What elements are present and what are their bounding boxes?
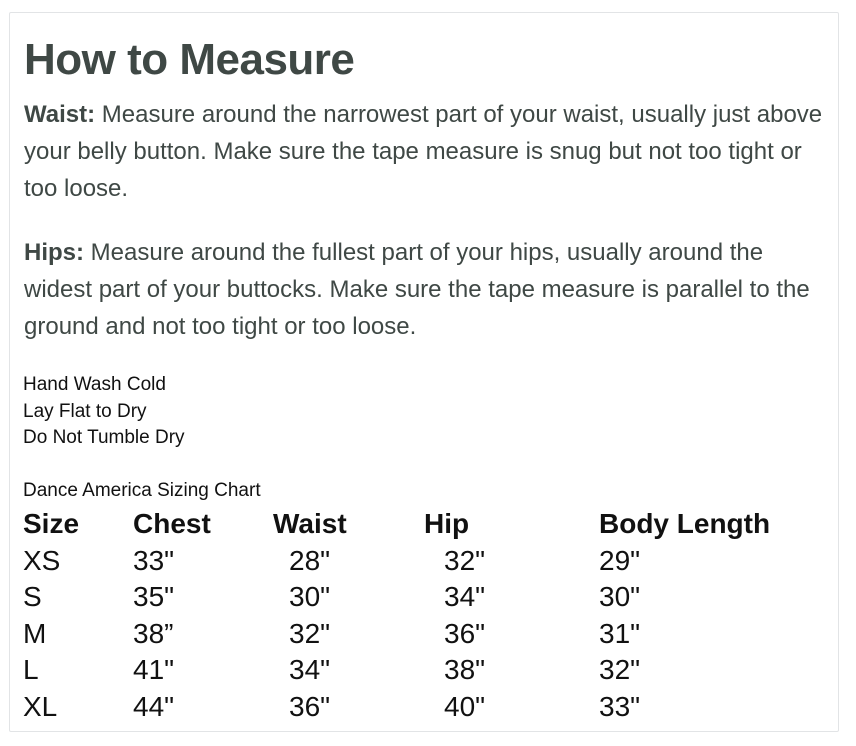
- size-cell: L: [23, 654, 39, 686]
- table-row: [23, 616, 823, 653]
- chest-cell: 41": [133, 654, 175, 686]
- body-length-cell: 29": [599, 544, 641, 576]
- hips-text: Measure around the fullest part of your hips, usually around the widest part of your buttocks. Make sure the tape measure is parallel to the ground and not too tight or too loose.: [24, 239, 810, 340]
- chest-cell: 38”: [133, 617, 174, 649]
- hip-cell: 38": [444, 654, 486, 686]
- hips-instructions: [24, 234, 824, 345]
- header-hip: Hip: [424, 508, 470, 539]
- waist-label: Waist:: [24, 101, 96, 128]
- table-row: [23, 543, 823, 580]
- header-body-length: Body Length: [599, 508, 771, 539]
- waist-cell: 28": [289, 544, 331, 576]
- hip-cell: 32": [444, 544, 486, 576]
- chest-cell: 44": [133, 690, 175, 722]
- waist-instructions: [24, 96, 824, 207]
- body-length-cell: 32": [599, 654, 641, 686]
- table-row: [23, 579, 823, 616]
- hip-cell: 40": [444, 690, 486, 722]
- header-size: Size: [23, 508, 80, 539]
- size-cell: XL: [23, 690, 58, 722]
- waist-cell: 30": [289, 581, 331, 613]
- body-length-cell: 33": [599, 690, 641, 722]
- page-title: How to Measure: [24, 35, 355, 84]
- size-cell: S: [23, 581, 42, 613]
- header-chest: Chest: [133, 508, 211, 539]
- chest-cell: 33": [133, 544, 175, 576]
- care-item: Hand Wash Cold: [23, 374, 166, 395]
- table-header-row: [23, 506, 823, 543]
- care-item: Lay Flat to Dry: [23, 400, 147, 422]
- table-row: [23, 689, 823, 726]
- cut-off-header-fragment: [0, 0, 856, 4]
- size-cell: M: [23, 617, 47, 649]
- waist-text: Measure around the narrowest part of your waist, usually just above your belly button. Make sure the tape measure is snug but not too tight or too loose.: [24, 101, 823, 202]
- care-item: Do Not Tumble Dry: [23, 427, 185, 448]
- hips-label: Hips:: [24, 239, 84, 266]
- size-cell: XS: [23, 544, 61, 576]
- hip-cell: 36": [444, 617, 486, 649]
- hip-cell: 34": [444, 581, 486, 613]
- waist-cell: 36": [289, 690, 331, 722]
- body-length-cell: 31": [599, 617, 641, 649]
- chest-cell: 35": [133, 581, 175, 613]
- care-instructions: [23, 372, 185, 452]
- table-row: [23, 652, 823, 689]
- body-length-cell: 30": [599, 581, 641, 613]
- header-waist: Waist: [273, 508, 347, 539]
- sizing-chart-title: Dance America Sizing Chart: [23, 480, 261, 501]
- waist-cell: 32": [289, 617, 331, 649]
- sizing-table: [23, 506, 823, 726]
- waist-cell: 34": [289, 654, 331, 686]
